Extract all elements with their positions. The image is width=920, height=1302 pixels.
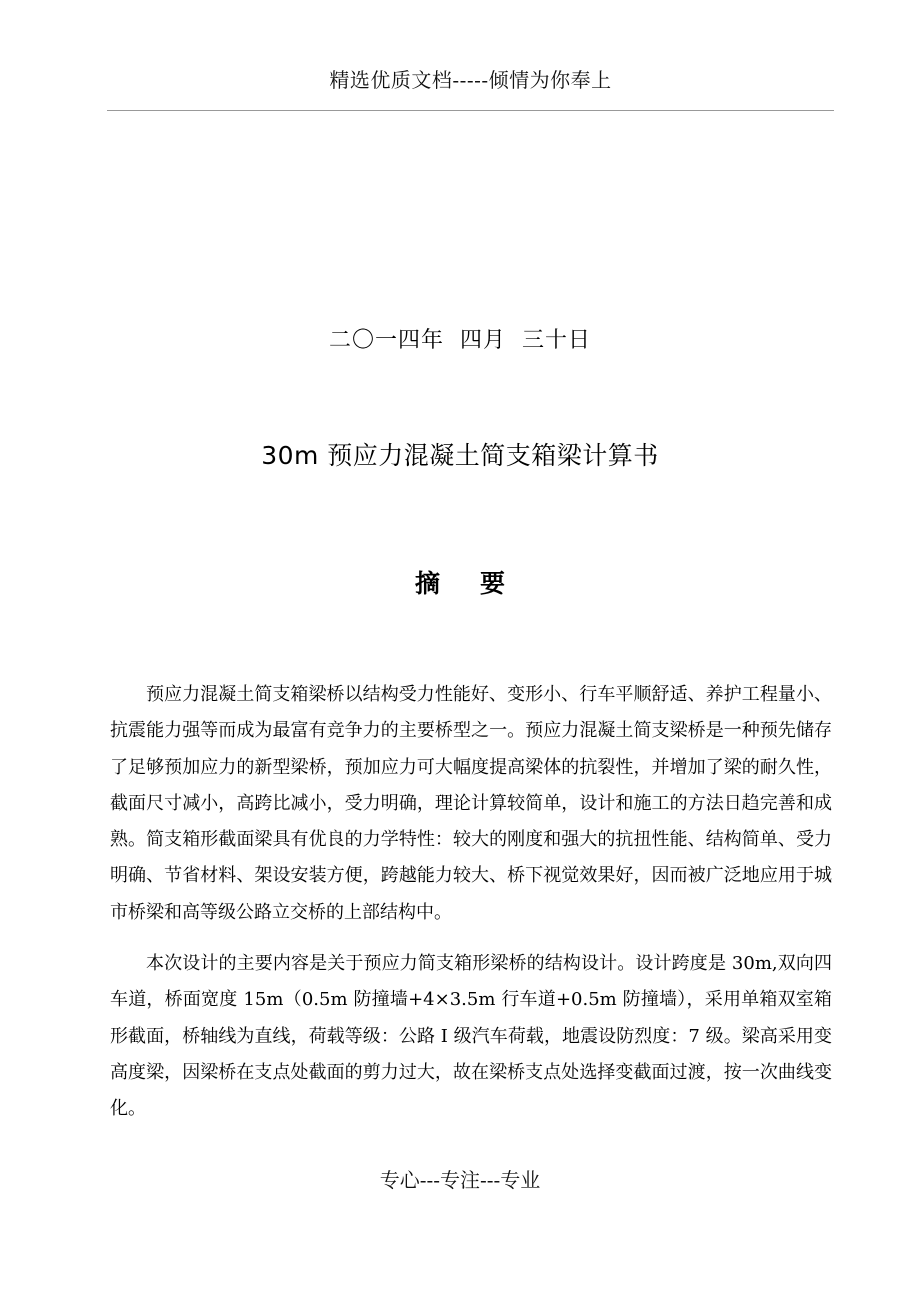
abstract-paragraph-2: 本次设计的主要内容是关于预应力简支箱形梁桥的结构设计。设计跨度是 30m,双向四车道，桥面宽度 15m（0.5m 防撞墙+4×3.5m 行车道+0.5m 防撞墙），采用单箱双室箱形截面，桥轴线为直线，荷载等级：公路 I 级汽车荷载，地震设防烈度：7 级。梁高采用变高度梁，因梁桥在支点处截面的剪力过大，故在梁桥支点处选择变截面过渡，按一次曲线变化。 [110,953,832,1120]
page-footer: 专心---专注---专业 [379,1168,541,1192]
document-title: 30m 预应力混凝土简支箱梁计算书 [261,441,659,470]
page-header [107,62,834,111]
document-date: 二〇一四年 四月 三十日 [329,328,591,353]
abstract-body [110,677,832,1128]
abstract-heading: 摘要 [414,569,545,598]
abstract-paragraph-1: 预应力混凝土简支箱梁桥以结构受力性能好、变形小、行车平顺舒适、养护工程量小、抗震能力强等而成为最富有竞争力的主要桥型之一。预应力混凝土简支梁桥是一种预先储存了足够预加应力的新型梁桥，预加应力可大幅度提高梁体的抗裂性，并增加了梁的耐久性，截面尺寸减小，高跨比减小，受力明确，理论计算较简单，设计和施工的方法日趋完善和成熟。简支箱形截面梁具有优良的力学特性：较大的刚度和强大的抗扭性能、结构简单、受力明确、节省材料、架设安装方便，跨越能力较大、桥下视觉效果好，因而被广泛地应用于城市桥梁和高等级公路立交桥的上部结构中。 [110,684,832,923]
header-text: 精选优质文档-----倾情为你奉上 [329,68,612,92]
